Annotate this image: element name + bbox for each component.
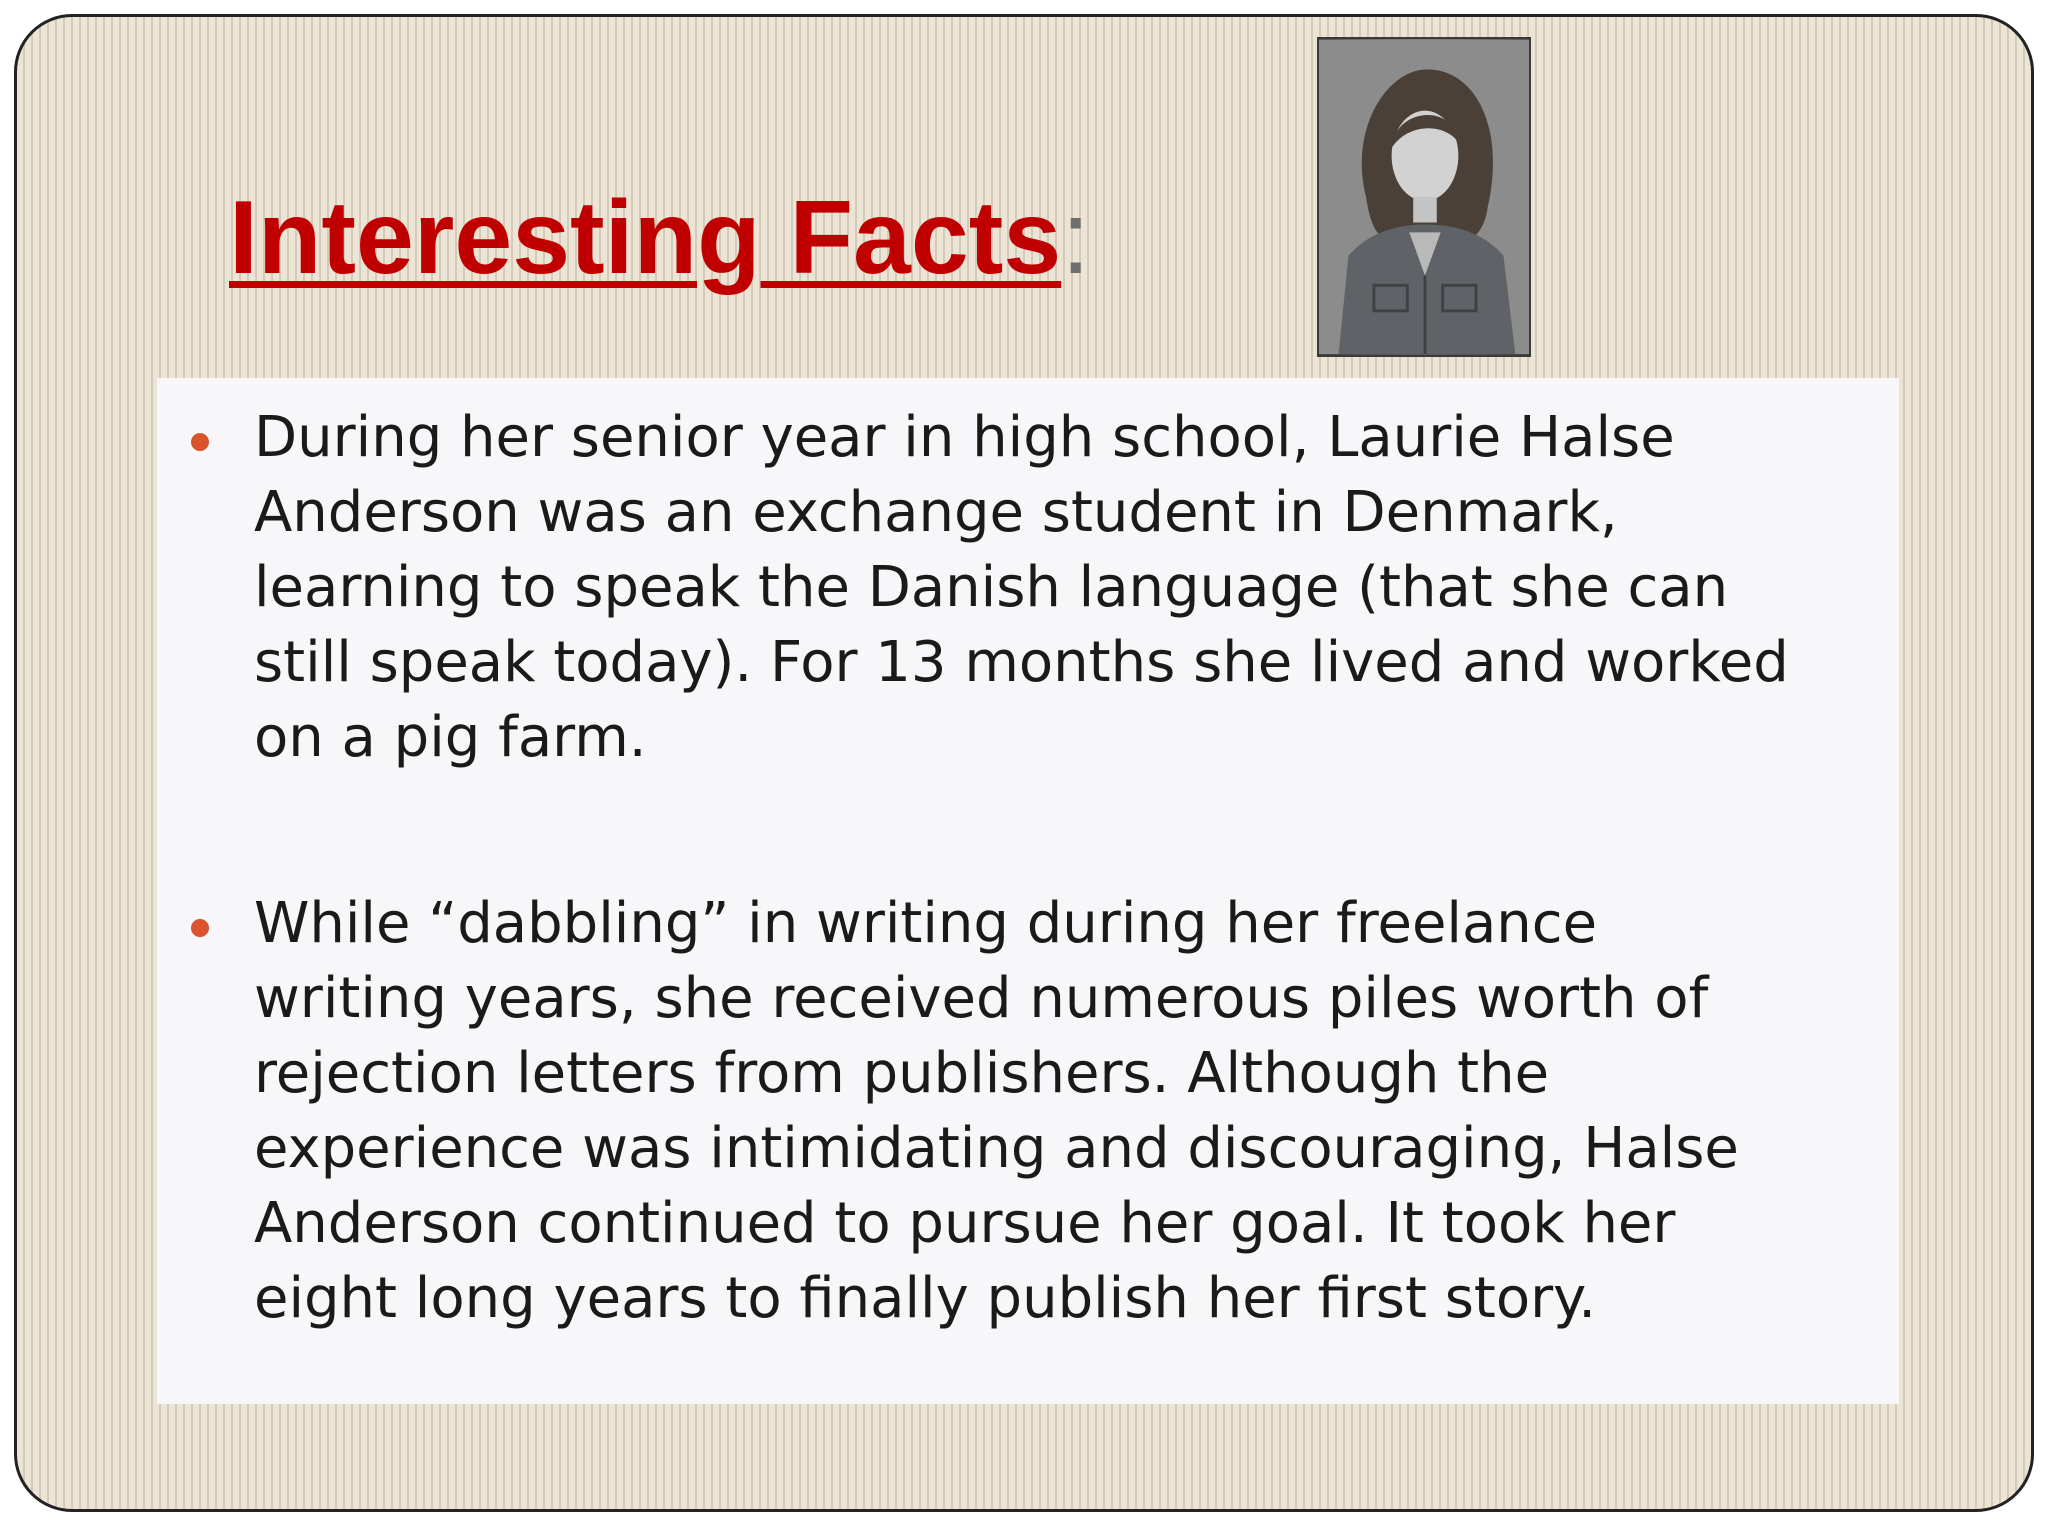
bullet-dot-icon [191,919,209,937]
slide [14,14,2034,1512]
author-photo-icon [1319,39,1529,355]
slide-title-text: Interesting Facts [229,180,1062,296]
bullet-text: During her senior year in high school, Laurie Halse Anderson was an exchange student in Denmark, learning to speak the Danish language (that she can still speak today). For 13 months she lived and worked on a pig farm. [254,405,1789,770]
content-panel [157,378,1899,1404]
slide-title-colon: : [1061,180,1091,296]
bullet-dot-icon [191,433,209,451]
slide-title [229,181,1090,295]
bullet-text: While “dabbling” in writing during her freelance writing years, she received numerous piles worth of rejection letters from publishers. Although the experience was intimidating and discouraging, Halse Anderson continued to pursue her goal. It took her eight long years to finally publish her first story. [254,891,1739,1331]
author-photo [1317,37,1531,357]
